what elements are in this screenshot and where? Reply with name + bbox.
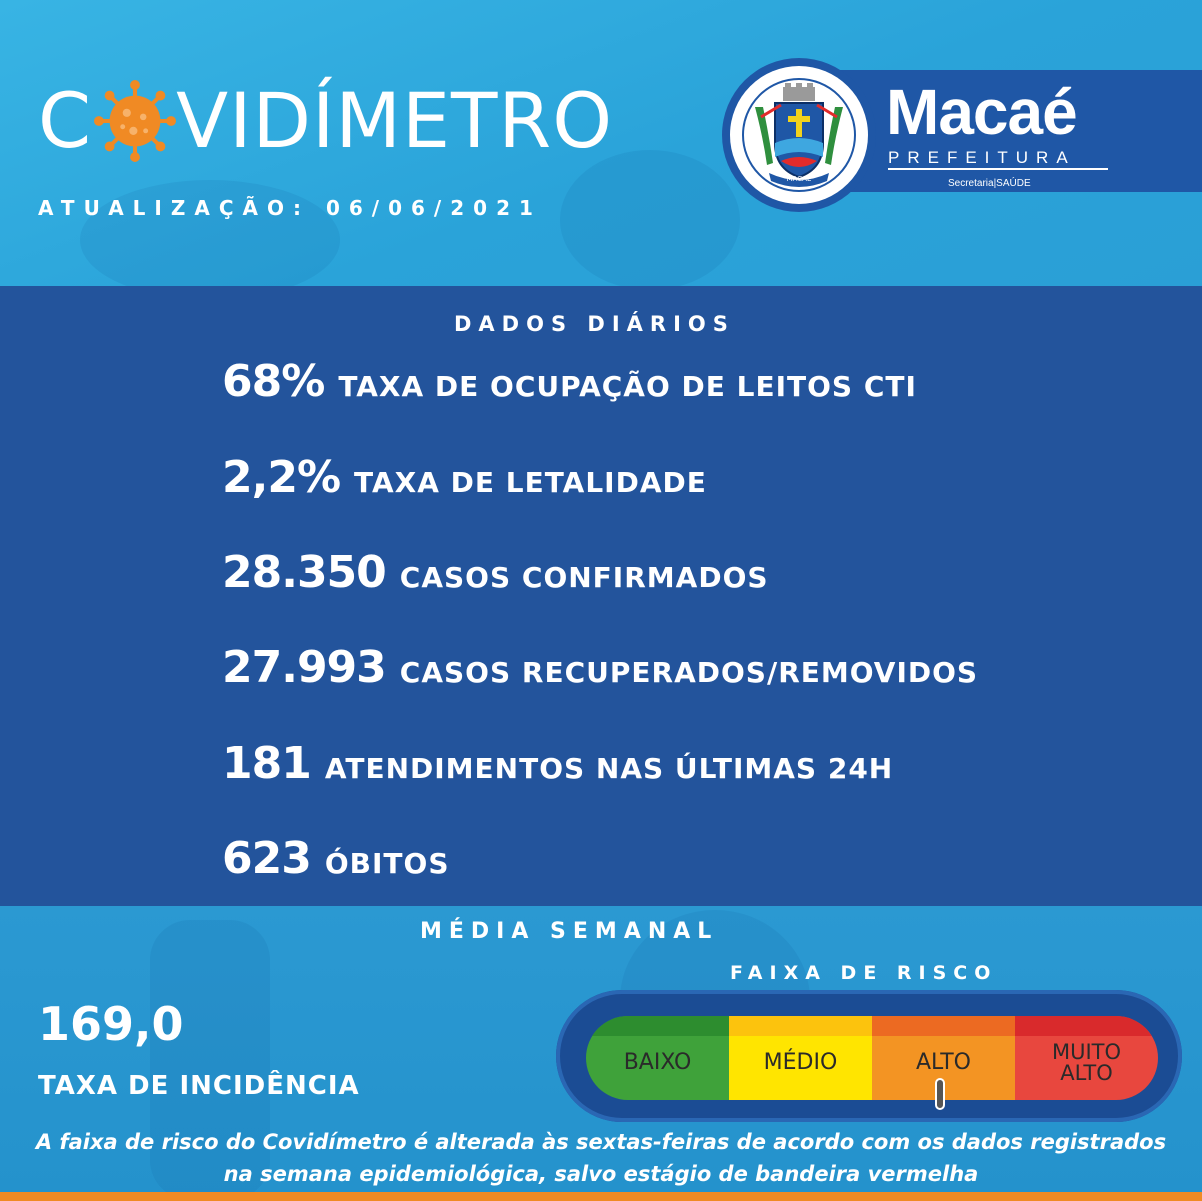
risk-band-label: ALTO [915, 1050, 972, 1075]
risk-band-title: FAIXA DE RISCO [730, 962, 998, 984]
incidence-label: TAXA DE INCIDÊNCIA [38, 1071, 360, 1101]
title-letter-c: C [38, 76, 93, 165]
risk-band-label: BAIXO [623, 1050, 692, 1075]
stat-value: 68% [222, 356, 325, 407]
risk-band-medium [729, 1016, 872, 1100]
stat-row-recovered [222, 642, 978, 702]
incidence-value: 169,0 [38, 997, 184, 1051]
stat-value: 181 [222, 738, 311, 789]
emblem-text: MACAÉ [786, 175, 812, 183]
stat-label: TAXA DE LETALIDADE [354, 466, 707, 499]
risk-gauge [586, 1016, 1158, 1100]
stat-label: ÓBITOS [324, 847, 450, 880]
background-decoration [560, 150, 740, 290]
risk-band-label: MÉDIO [763, 1050, 838, 1075]
brand-secretaria: Secretaria|SAÚDE [948, 178, 1031, 189]
risk-band-very-high [1015, 1016, 1158, 1100]
update-date: ATUALIZAÇÃO: 06/06/2021 [38, 196, 542, 220]
stat-label: ATENDIMENTOS NAS ÚLTIMAS 24H [324, 752, 894, 785]
stat-value: 2,2% [222, 452, 341, 503]
risk-band-low [586, 1016, 729, 1100]
weekly-average-title: MÉDIA SEMANAL [420, 919, 719, 944]
daily-data-title: DADOS DIÁRIOS [454, 312, 735, 336]
risk-footnote: A faixa de risco do Covidímetro é alterada às sextas-feiras de acordo com os dados registrados na semana epidemiológica, salvo estágio de bandeira vermelha [35, 1130, 1167, 1186]
stat-label: CASOS CONFIRMADOS [399, 561, 769, 594]
stat-row-lethality [222, 452, 707, 512]
stat-row-confirmed [222, 547, 769, 607]
risk-indicator-needle [935, 1078, 945, 1110]
bottom-accent-bar [0, 1192, 1202, 1201]
stat-row-deaths [222, 833, 450, 893]
stat-row-icu-occupancy [222, 356, 917, 416]
city-coat-of-arms-icon [741, 77, 857, 193]
stat-label: CASOS RECUPERADOS/REMOVIDOS [399, 656, 979, 689]
page-title [38, 76, 613, 166]
stat-value: 623 [222, 833, 311, 884]
title-rest: VIDÍMETRO [176, 76, 614, 165]
stat-label: TAXA DE OCUPAÇÃO DE LEITOS CTI [338, 370, 917, 403]
brand-name: Macaé [886, 76, 1077, 148]
virus-icon [94, 80, 176, 162]
risk-band-label: MUITO ALTO [1051, 1040, 1122, 1085]
stat-row-attendances [222, 738, 893, 798]
brand-subtitle: PREFEITURA [888, 149, 1108, 170]
stat-value: 27.993 [222, 642, 386, 693]
stat-value: 28.350 [222, 547, 386, 598]
